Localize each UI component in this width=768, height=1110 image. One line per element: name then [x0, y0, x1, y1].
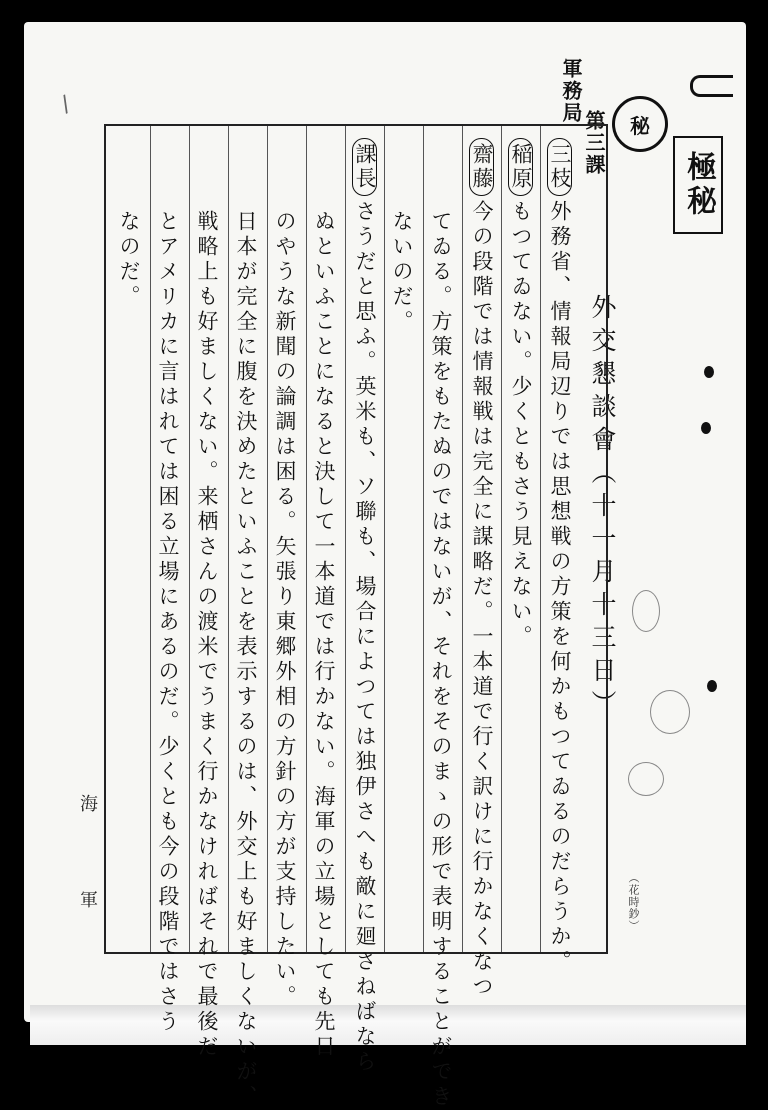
punch-hole-dot: [701, 422, 711, 434]
manuscript-frame: [104, 124, 608, 1110]
column-rule: [150, 126, 151, 952]
text-line: 稲原もつてゐない。少くともさう見えない。: [508, 138, 533, 650]
faint-circle-mark: [628, 762, 664, 796]
speaker-label: 三枝: [547, 138, 572, 196]
department-stamp-section: 第三課: [582, 110, 606, 176]
text-line: 日本が完全に腹を決めたといふことを表示するのは、外交上も好ましくないが、: [234, 210, 258, 1110]
faint-circle-mark: [650, 690, 690, 734]
page-title: 外交懇談會（十一月十三日）: [588, 294, 617, 723]
text-line: 戦略上も好ましくない。来栖さんの渡米でうまく行かなければそれで最後だ: [195, 210, 219, 1060]
column-rule: [423, 126, 424, 952]
text-line: 課長さうだと思ふ。英米も、ソ聯も、場合によつては独伊さへも敵に廻さねばなら: [352, 138, 377, 1075]
punch-hole-dot: [707, 680, 717, 692]
speaker-label: 稲原: [508, 138, 533, 196]
text-line: 齋藤今の段階では情報戦は完全に謀略だ。一本道で行く訳けに行かなくなつ: [469, 138, 494, 1000]
navy-margin-label-2: 軍: [80, 890, 98, 911]
secret-seal: 秘: [612, 96, 668, 152]
punch-hole-dot: [704, 366, 714, 378]
text-line: とアメリカに言はれては困る立場にあるのだ。少くとも今の段階ではさう: [156, 210, 180, 1035]
pencil-slash-mark: /: [57, 91, 75, 118]
text-line: てゐる。方策をもたぬのではないが、それをそのまゝの形で表明することができ: [429, 210, 453, 1110]
column-rule: [228, 126, 229, 952]
text-line: なのだ。: [117, 210, 141, 310]
column-rule: [384, 126, 385, 952]
column-rule: [501, 126, 502, 952]
speaker-label: 齋藤: [469, 138, 494, 196]
column-rule: [189, 126, 190, 952]
column-rule: [306, 126, 307, 952]
column-rule: [462, 126, 463, 952]
department-stamp: 軍務局: [559, 58, 583, 124]
text-line: のやうな新聞の論調は困る。矢張り東郷外相の方針の方が支持したい。: [273, 210, 297, 1010]
top-secret-stamp: 極秘: [673, 136, 723, 234]
text-line: ぬといふことになると決して一本道では行かない。海軍の立場としても先日: [312, 210, 336, 1060]
text-line: ないのだ。: [390, 210, 414, 335]
column-rule: [267, 126, 268, 952]
paper-mark: （花時鈔）: [627, 872, 640, 932]
navy-margin-label-1: 海: [80, 794, 98, 815]
text-line: 三枝外務省、情報局辺りでは思想戦の方策を何かもつてゐるのだらうか。: [547, 138, 572, 975]
document-underlayer: [30, 1005, 746, 1045]
faint-circle-mark: [632, 590, 660, 632]
column-rule: [540, 126, 541, 952]
column-rule: [345, 126, 346, 952]
filing-clip: [690, 75, 733, 97]
speaker-label: 課長: [352, 138, 377, 196]
